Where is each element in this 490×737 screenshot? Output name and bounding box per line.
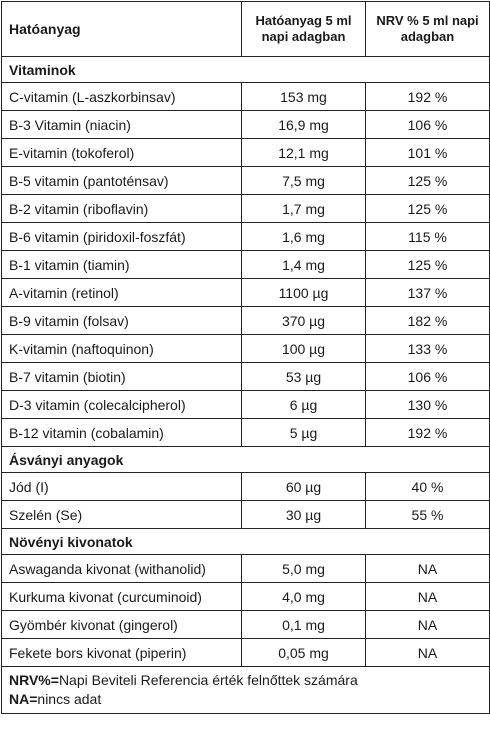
nrv-cell: 137 % (366, 279, 490, 307)
section-title: Vitaminok (2, 57, 490, 83)
table-row (2, 501, 490, 529)
nrv-cell: 133 % (366, 335, 490, 363)
nrv-cell: 130 % (366, 391, 490, 419)
table-row (2, 639, 490, 667)
section-header-row (2, 529, 490, 555)
header-row (2, 2, 490, 57)
amount-cell: 100 µg (242, 335, 366, 363)
ingredient-name: K-vitamin (naftoquinon) (2, 335, 242, 363)
ingredient-name: Szelén (Se) (2, 501, 242, 529)
nrv-cell: 182 % (366, 307, 490, 335)
nrv-cell: NA (366, 583, 490, 611)
amount-cell: 53 µg (242, 363, 366, 391)
ingredient-name: B-12 vitamin (cobalamin) (2, 419, 242, 447)
nrv-cell: 125 % (366, 251, 490, 279)
table-row (2, 223, 490, 251)
nrv-cell: 55 % (366, 501, 490, 529)
ingredient-name: Jód (I) (2, 473, 242, 501)
footnote-na-abbr: NA= (9, 691, 38, 707)
ingredient-name: B-1 vitamin (tiamin) (2, 251, 242, 279)
ingredient-name: E-vitamin (tokoferol) (2, 139, 242, 167)
nrv-cell: 40 % (366, 473, 490, 501)
amount-cell: 5 µg (242, 419, 366, 447)
ingredient-name: B-2 vitamin (riboflavin) (2, 195, 242, 223)
amount-cell: 1,7 mg (242, 195, 366, 223)
section-title: Növényi kivonatok (2, 529, 490, 555)
ingredient-name: Fekete bors kivonat (piperin) (2, 639, 242, 667)
amount-cell: 16,9 mg (242, 111, 366, 139)
ingredient-name: B-9 vitamin (folsav) (2, 307, 242, 335)
footnotes (2, 667, 490, 714)
nrv-cell: NA (366, 555, 490, 583)
amount-cell: 12,1 mg (242, 139, 366, 167)
ingredient-name: D-3 vitamin (colecalcipherol) (2, 391, 242, 419)
nrv-cell: 106 % (366, 111, 490, 139)
footnote-na (9, 690, 482, 709)
table-row (2, 473, 490, 501)
amount-cell: 60 µg (242, 473, 366, 501)
section-header-row (2, 57, 490, 83)
amount-cell: 1,4 mg (242, 251, 366, 279)
header-ingredient: Hatóanyag (2, 2, 242, 57)
table-row (2, 611, 490, 639)
footnote-row (2, 667, 490, 714)
ingredient-name: Gyömbér kivonat (gingerol) (2, 611, 242, 639)
table-row (2, 363, 490, 391)
table-row (2, 391, 490, 419)
amount-cell: 4,0 mg (242, 583, 366, 611)
table-row (2, 195, 490, 223)
nrv-cell: 125 % (366, 167, 490, 195)
nrv-cell: 192 % (366, 419, 490, 447)
footnote-na-text: nincs adat (37, 691, 102, 707)
table-body (2, 57, 490, 667)
amount-cell: 6 µg (242, 391, 366, 419)
ingredient-name: A-vitamin (retinol) (2, 279, 242, 307)
footnote-nrv-text: Napi Beviteli Referencia érték felnőttek számára (58, 672, 358, 688)
table-row (2, 555, 490, 583)
footnote-nrv-abbr: NRV%= (9, 672, 59, 688)
table-row (2, 139, 490, 167)
table-row (2, 111, 490, 139)
header-nrv: NRV % 5 ml napi adagban (366, 2, 490, 57)
table-row (2, 167, 490, 195)
ingredient-name: B-6 vitamin (piridoxil-foszfát) (2, 223, 242, 251)
nutrition-table (1, 1, 490, 714)
ingredient-name: C-vitamin (L-aszkorbinsav) (2, 83, 242, 111)
table-row (2, 83, 490, 111)
table-row (2, 419, 490, 447)
amount-cell: 0,1 mg (242, 611, 366, 639)
table-row (2, 279, 490, 307)
amount-cell: 30 µg (242, 501, 366, 529)
ingredient-name: B-3 Vitamin (niacin) (2, 111, 242, 139)
amount-cell: 5,0 mg (242, 555, 366, 583)
amount-cell: 153 mg (242, 83, 366, 111)
ingredient-name: B-5 vitamin (pantoténsav) (2, 167, 242, 195)
nrv-cell: 106 % (366, 363, 490, 391)
section-header-row (2, 447, 490, 473)
footnote-nrv (9, 671, 482, 690)
nrv-cell: NA (366, 639, 490, 667)
amount-cell: 1100 µg (242, 279, 366, 307)
nrv-cell: 115 % (366, 223, 490, 251)
section-title: Ásványi anyagok (2, 447, 490, 473)
nrv-cell: NA (366, 611, 490, 639)
header-amount: Hatóanyag 5 ml napi adagban (242, 2, 366, 57)
table-row (2, 335, 490, 363)
amount-cell: 7,5 mg (242, 167, 366, 195)
table-row (2, 251, 490, 279)
ingredient-name: Aswaganda kivonat (withanolid) (2, 555, 242, 583)
table-row (2, 307, 490, 335)
amount-cell: 1,6 mg (242, 223, 366, 251)
amount-cell: 0,05 mg (242, 639, 366, 667)
amount-cell: 370 µg (242, 307, 366, 335)
table-row (2, 583, 490, 611)
nrv-cell: 101 % (366, 139, 490, 167)
ingredient-name: Kurkuma kivonat (curcuminoid) (2, 583, 242, 611)
nrv-cell: 125 % (366, 195, 490, 223)
ingredient-name: B-7 vitamin (biotin) (2, 363, 242, 391)
nrv-cell: 192 % (366, 83, 490, 111)
